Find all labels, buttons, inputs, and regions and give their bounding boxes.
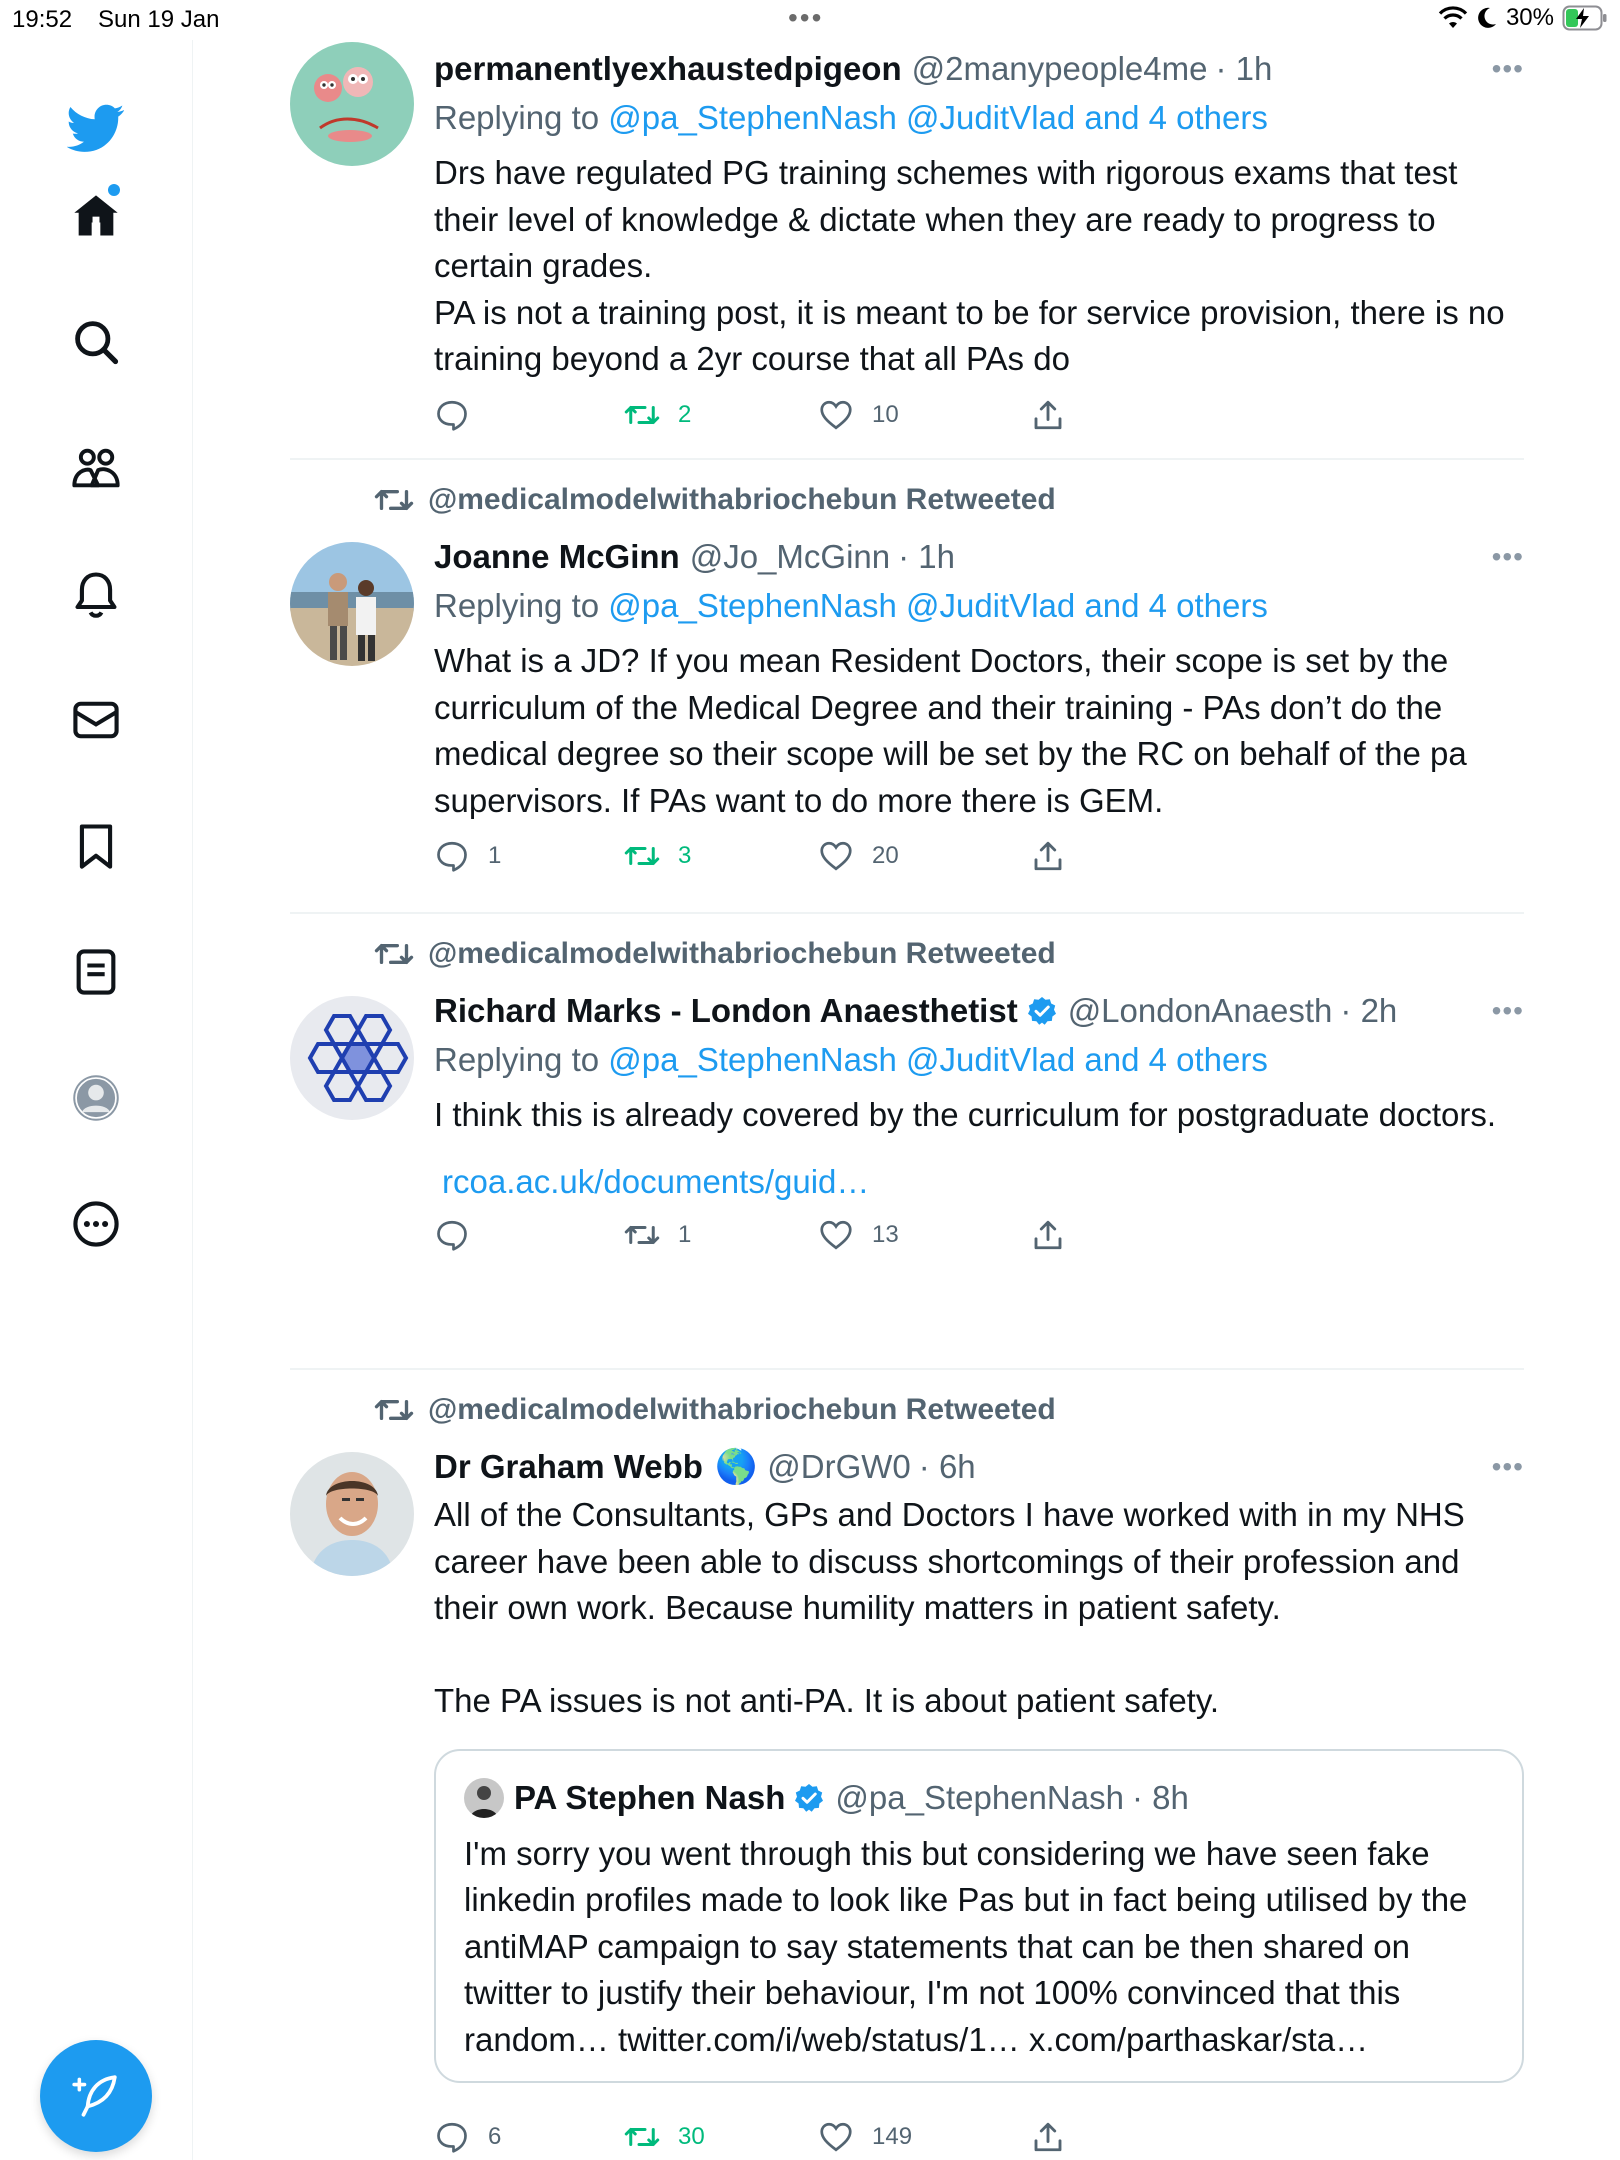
like-button[interactable] (818, 838, 899, 874)
like-button[interactable] (818, 2119, 912, 2155)
avatar[interactable] (290, 542, 414, 666)
retweeted-by-label: @medicalmodelwithabriochebun Retweeted (428, 937, 1056, 970)
share-icon (1030, 397, 1066, 433)
status-time: 19:52 (12, 6, 73, 33)
person-photo-icon (464, 1778, 504, 1818)
globe-emoji: 🌎 (714, 1448, 758, 1486)
share-button[interactable] (1030, 397, 1084, 433)
more-options-icon[interactable]: ••• (1491, 995, 1524, 1026)
tweet-header (434, 1444, 1524, 1490)
author-name[interactable]: Dr Graham Webb (434, 1448, 703, 1485)
nav-home[interactable] (56, 176, 136, 256)
heart-icon (818, 397, 854, 433)
retweeted-by[interactable] (374, 1390, 1056, 1430)
replying-prefix: Replying to (434, 99, 609, 136)
quoted-author-name: PA Stephen Nash (514, 1778, 786, 1816)
reply-icon (434, 397, 470, 433)
tweet-text: I think this is already covered by the curriculum for postgraduate doctors. (434, 1096, 1497, 1133)
author-handle[interactable]: @2manypeople4me (911, 50, 1208, 87)
like-button[interactable] (818, 397, 899, 433)
author-handle[interactable]: @LondonAnaesth (1067, 992, 1333, 1029)
retweet-icon (624, 397, 660, 433)
replying-to (434, 92, 1524, 144)
retweet-count: 2 (678, 400, 692, 428)
reply-count: 6 (488, 2123, 502, 2150)
share-icon (1030, 838, 1066, 874)
messages-icon (70, 694, 122, 746)
replying-prefix: Replying to (434, 587, 609, 624)
author-handle[interactable]: @Jo_McGinn (689, 538, 891, 575)
retweet-button[interactable] (624, 838, 691, 874)
quoted-tweet[interactable] (434, 1749, 1524, 2084)
retweet-icon (624, 2119, 660, 2155)
retweet-icon (624, 1217, 660, 1253)
replying-to-link[interactable]: @pa_StephenNash @JuditVlad and 4 others (608, 587, 1268, 624)
retweet-indicator-icon (374, 480, 414, 520)
heart-icon (818, 1217, 854, 1253)
status-bar (0, 0, 1620, 40)
bookmarks-icon (70, 820, 122, 872)
replying-prefix: Replying to (434, 1041, 609, 1078)
quoted-author-handle: @pa_StephenNash (835, 1778, 1124, 1816)
tweet-text: All of the Consultants, GPs and Doctors I have worked with in my NHS career have been able to discuss shortcomings of their profession and their own work. Because humility matters in patient safety. The PA issues is not anti-PA. It is about patient safety. (434, 1496, 1465, 1719)
retweet-count: 30 (678, 2123, 705, 2150)
nav-communities[interactable] (56, 428, 136, 508)
more-options-icon[interactable]: ••• (1491, 53, 1524, 84)
tweet-time[interactable]: · 6h (918, 1448, 976, 1485)
compose-tweet-button[interactable] (40, 2040, 152, 2152)
retweeted-by-label: @medicalmodelwithabriochebun Retweeted (428, 1393, 1056, 1426)
author-name[interactable]: Joanne McGinn (434, 538, 680, 575)
tweet-header (434, 46, 1524, 92)
like-count: 20 (872, 842, 899, 869)
twitter-logo-icon[interactable] (56, 88, 136, 168)
reply-button[interactable] (434, 397, 488, 433)
tweet-actions (434, 397, 1524, 457)
avatar[interactable] (290, 1452, 414, 1576)
compose-tweet-icon (71, 2071, 121, 2121)
avatar[interactable] (290, 996, 414, 1120)
more-options-icon[interactable]: ••• (1491, 1451, 1524, 1482)
retweet-button[interactable] (624, 2119, 705, 2155)
retweeted-by[interactable] (374, 934, 1056, 974)
quoted-avatar (464, 1778, 504, 1818)
like-count: 13 (872, 1220, 899, 1248)
verified-badge-icon (793, 1782, 825, 1814)
reply-icon (434, 2119, 470, 2155)
like-button[interactable] (818, 1217, 899, 1253)
retweet-count: 1 (678, 1220, 692, 1248)
more-options-icon[interactable]: ••• (1491, 541, 1524, 572)
tweet[interactable] (290, 460, 1524, 914)
share-icon (1030, 2119, 1066, 2155)
verified-badge-icon (1026, 995, 1058, 1027)
replying-to (434, 580, 1524, 632)
cartoon-owls-avatar-icon (290, 42, 414, 166)
nav-profile[interactable] (56, 1058, 136, 1138)
author-name[interactable]: Richard Marks - London Anaesthetist (434, 992, 1018, 1029)
quoted-tweet-time: · 8h (1131, 1778, 1189, 1816)
retweeted-by[interactable] (374, 480, 1056, 520)
battery-charging-icon (1562, 5, 1608, 31)
like-count: 149 (872, 2123, 913, 2150)
tweet-actions (434, 1217, 1524, 1277)
quoted-tweet-text: I'm sorry you went through this but considering we have seen fake linkedin profiles made to look like Pas but in fact being utilised by the antiMAP campaign to say statements that can be then shared on twitter to justify their behaviour, I'm not 100% convinced that this random… twitter.com/i/web/status/1… x.com/parthaskar/sta… (464, 1834, 1468, 2058)
do-not-disturb-moon-icon (1476, 6, 1498, 30)
nav-search[interactable] (56, 302, 136, 382)
share-icon (1030, 1217, 1066, 1253)
heart-icon (818, 2119, 854, 2155)
quoted-tweet-header (464, 1775, 1494, 1821)
tweet[interactable] (290, 1370, 1524, 2150)
nav-more[interactable] (56, 1184, 136, 1264)
share-button[interactable] (1030, 2119, 1084, 2155)
reply-button[interactable] (434, 1217, 488, 1253)
more-icon (70, 1198, 122, 1250)
battery-percentage: 30% (1505, 4, 1554, 31)
retweet-button[interactable] (624, 1217, 691, 1253)
reply-count: 1 (488, 842, 502, 869)
tweet-header (434, 988, 1524, 1034)
share-button[interactable] (1030, 838, 1084, 874)
multitasking-dots-icon[interactable]: ••• (788, 2, 824, 33)
retweeted-by-label: @medicalmodelwithabriochebun Retweeted (428, 483, 1056, 516)
like-count: 10 (872, 400, 899, 428)
status-date: Sun 19 Jan (98, 6, 220, 33)
retweet-indicator-icon (374, 934, 414, 974)
author-name[interactable]: permanentlyexhaustedpigeon (434, 50, 902, 87)
lists-icon (70, 946, 122, 998)
retweet-count: 3 (678, 842, 692, 869)
share-button[interactable] (1030, 1217, 1084, 1253)
tweet-text: What is a JD? If you mean Resident Doctors, their scope is set by the curriculum of the Medical Degree and their training - PAs don’t do the medical degree so their scope will be set by the RC on behalf of the pa supervisors. If PAs want to do more there is GEM. (434, 642, 1467, 819)
tweet[interactable] (290, 914, 1524, 1370)
replying-to-link[interactable]: @pa_StephenNash @JuditVlad and 4 others (608, 99, 1268, 136)
hexagon-molecule-avatar-icon (290, 996, 414, 1120)
heart-icon (818, 838, 854, 874)
reply-icon (434, 838, 470, 874)
nav-messages[interactable] (56, 680, 136, 760)
notifications-icon (70, 568, 122, 620)
tweet-text: Drs have regulated PG training schemes with rigorous exams that test their level of knowledge & dictate when they are ready to progress to certain grades. PA is not a training post, it is meant to be for service provision, there is no training beyond a 2yr course that all PAs do (434, 154, 1505, 377)
communities-icon (70, 442, 122, 494)
tweet-actions (434, 2119, 1524, 2160)
retweet-button[interactable] (624, 397, 691, 433)
tweet-time[interactable]: · 1h (898, 538, 955, 575)
nav-notifications[interactable] (56, 554, 136, 634)
replying-to (434, 1034, 1524, 1086)
retweet-indicator-icon (374, 1390, 414, 1430)
tweet-time[interactable]: · 2h (1340, 992, 1398, 1029)
wifi-icon (1438, 6, 1468, 30)
man-portrait-avatar-icon (290, 1452, 414, 1576)
search-icon (70, 316, 122, 368)
reply-button[interactable] (434, 838, 501, 874)
tweet-time[interactable]: · 1h (1215, 50, 1273, 87)
tweet-actions (434, 838, 1524, 898)
nav-bookmarks[interactable] (56, 806, 136, 886)
sidebar-nav (0, 40, 193, 2160)
replying-to-link[interactable]: @pa_StephenNash @JuditVlad and 4 others (608, 1041, 1268, 1078)
tweet[interactable] (290, 40, 1524, 460)
tweet-header (434, 534, 1524, 580)
reply-icon (434, 1217, 470, 1253)
tweet-link[interactable]: rcoa.ac.uk/documents/guid… (442, 1162, 870, 1200)
home-timeline (290, 40, 1524, 2150)
reply-button[interactable] (434, 2119, 501, 2155)
unread-indicator-dot (108, 184, 120, 196)
profile-icon (70, 1072, 122, 1124)
avatar[interactable] (290, 42, 414, 166)
nav-lists[interactable] (56, 932, 136, 1012)
retweet-icon (624, 838, 660, 874)
couple-at-beach-avatar-icon (290, 542, 414, 666)
home-icon (70, 190, 122, 242)
author-handle[interactable]: @DrGW0 (767, 1448, 911, 1485)
